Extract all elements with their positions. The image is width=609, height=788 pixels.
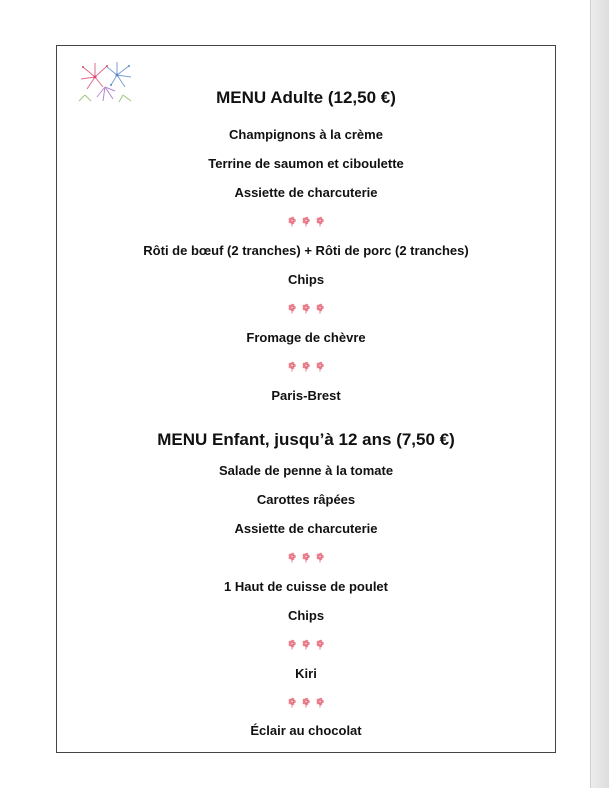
separator-1 xyxy=(56,216,556,227)
menu-enfant-item-2: Carottes râpées xyxy=(256,492,356,507)
flower-separator-icon xyxy=(286,303,326,314)
menu-adulte-item-6: Fromage de chèvre xyxy=(246,330,366,345)
separator-5 xyxy=(56,639,556,650)
menu-enfant-item-7: Éclair au chocolat xyxy=(250,723,362,738)
separator-3 xyxy=(56,361,556,372)
separator-2 xyxy=(56,303,556,314)
flower-separator-icon xyxy=(286,552,326,563)
menu-adulte-item-5: Chips xyxy=(287,272,325,287)
menu-enfant-item-6: Kiri xyxy=(295,666,317,681)
menu-adulte-item-7: Paris-Brest xyxy=(271,388,341,403)
menu-adulte-item-3: Assiette de charcuterie xyxy=(234,185,378,200)
separator-6 xyxy=(56,697,556,708)
menu-enfant-item-4: 1 Haut de cuisse de poulet xyxy=(224,579,388,594)
menu-adulte-title: MENU Adulte (12,50 €) xyxy=(216,88,396,107)
page-right-edge xyxy=(590,0,609,788)
separator-4 xyxy=(56,552,556,563)
menu-adulte-item-1: Champignons à la crème xyxy=(229,127,383,142)
menu-adulte-item-2: Terrine de saumon et ciboulette xyxy=(208,156,404,171)
menu-enfant-title: MENU Enfant, jusqu’à 12 ans (7,50 €) xyxy=(157,430,455,449)
flower-separator-icon xyxy=(286,216,326,227)
flower-separator-icon xyxy=(286,361,326,372)
menu-adulte-item-4: Rôti de bœuf (2 tranches) + Rôti de porc (2 tranches) xyxy=(143,243,469,258)
flower-separator-icon xyxy=(286,639,326,650)
menu-enfant-item-5: Chips xyxy=(287,608,325,623)
menu-enfant-item-3: Assiette de charcuterie xyxy=(234,521,378,536)
menu-enfant-item-1: Salade de penne à la tomate xyxy=(218,463,394,478)
flower-separator-icon xyxy=(286,697,326,708)
